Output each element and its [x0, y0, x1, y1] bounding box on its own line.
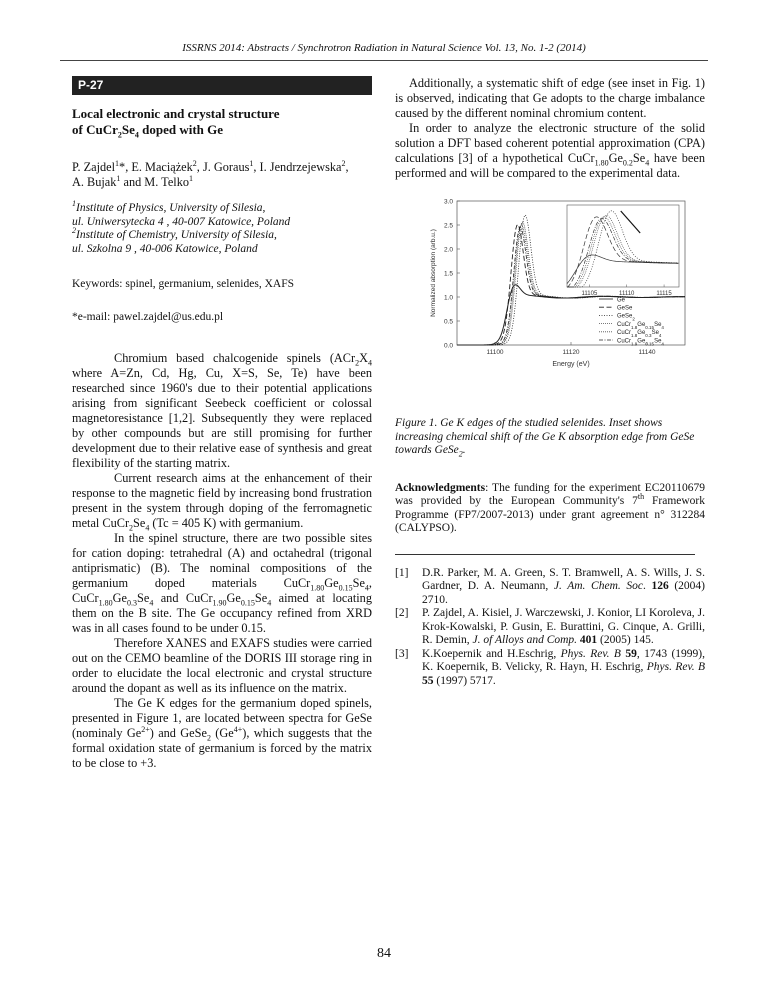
y-tick-label: 1.0: [443, 294, 453, 302]
legend-entry-part: CuCr: [617, 321, 632, 328]
legend-entry-part: Ge: [617, 297, 626, 304]
chart-legend: [599, 297, 664, 346]
inset-x-tick-label: 11105: [581, 291, 598, 297]
chart-inset: [567, 205, 679, 297]
inset-x-tick-label: 11115: [656, 291, 672, 297]
x-tick-label: 11140: [638, 349, 656, 356]
legend-entry: [617, 297, 626, 303]
reference: [2] P. Zajdel, A. Kisiel, J. Warczewski, J. Konior, LI Koroleva, J. Krok-Kowalski, P. Gusin, E. Burattini, G. Cinque, A. Grilli, R. Demin, J. of Alloys and Comp. 401 (2005) 145.: [395, 607, 705, 646]
legend-entry: [617, 306, 633, 312]
legend-entry: [617, 322, 664, 330]
y-tick-label: 2.0: [443, 246, 453, 254]
paragraph: Current research aims at the enhancement of their response to the magnetic field by increasing bond frustration present in the system through doping of the ferromagnetic metal $CuCr_2Se_4$ (Tc = 405 K) with germanium.: [72, 471, 372, 533]
y-tick-label: 0.5: [443, 318, 453, 326]
legend-entry-part: 4: [658, 332, 662, 338]
poster-badge: P-27: [72, 76, 372, 95]
author-list: P. Zajdel$^1$*, E. Maciążek$^2$, J. Goraus$^1$, I. Jendrzejewska$^2$, A. Bujak$^1$ and M. Telko$^1$: [72, 158, 349, 189]
legend-entry-part: Ge: [637, 321, 646, 328]
acknowledgments: Acknowledgments: The funding for the experiment EC20110679 was provided by the European Community's 7th Framework Programme (FP7/2007-2013) under grant agreement n° 312284 (CALYPSO).: [395, 481, 705, 534]
y-tick-label: 0.0: [443, 342, 453, 350]
legend-entry-part: Se: [654, 338, 662, 345]
references-rule: [395, 554, 695, 555]
paragraph: Chromium based chalcogenide spinels ($ACr_2X_4$ where A=Zn, Cd, Hg, Cu, X=S, Se, Te) have been researched since 1960's due to their potential applications arising from significant Seebeck coefficient or colossal magnetoresistance [1,2]. Subsequently they were replaced by other compounds but are still promising for further development due to their relative ease of synthesis and great flexibility of the starting matrix.: [72, 351, 372, 470]
legend-entry-part: GeSe: [617, 313, 633, 320]
paragraph: The Ge K edges for the germanium doped spinels, presented in Figure 1, are located between spectra for GeSe (nominaly $Ge^{2+}$) and GeSe$_2$ $(Ge^{4+})$, which suggests that the formal oxidation state of germanium is forced by the matrix to be close to +3.: [72, 696, 372, 770]
paragraph: In order to analyze the electronic structure of the solid solution a DFT based coherent potential approximation (CPA) calculations [3] of a hypothetical $CuCr_{1.80}Ge_{0.2}Se_4$ have been performed and will be compared to the experimental data.: [395, 121, 705, 180]
legend-entry-part: 1.9: [631, 340, 638, 346]
y-tick-label: 1.5: [443, 270, 453, 278]
affiliations: $^1$Institute of Physics, University of Silesia, ul. Uniwersytecka 4 , 40-007 Katowice, Poland $^2$Institute of Chemistry, University of Silesia, ul. Szkolna 9 , 40-006 Katowice, Poland: [72, 199, 291, 255]
legend-entry-part: 0.15: [645, 340, 655, 346]
reference: [1] D.R. Parker, M. A. Green, S. T. Bramwell, A. S. Wills, J. S. Gardner, D. A. Neumann, J. Am. Chem. Soc. 126 (2004) 2710.: [395, 566, 705, 606]
left-column: [72, 76, 372, 771]
legend-entry-part: GeSe: [617, 305, 633, 312]
x-axis-label: Energy (eV): [552, 361, 590, 368]
paragraph: Therefore XANES and EXAFS studies were carried out on the CEMO beamline of the DORIS III storage ring in order to elucidate the local electronic and crystal structure around the dopant as well as its influence on the matrix.: [72, 636, 372, 695]
legend-entry: [617, 330, 662, 338]
paragraph: In the spinel structure, there are two possible sites for cation doping: tetrahedral (A) and octahedral (trigonal antiprismatic) (B). The nominal compositions of the germanium doped materials $CuCr_{1.80}Ge_{0.15}Se_4$, $CuCr_{1.80}Ge_{0.3}Se_4$ and $CuCr_{1.90}Ge_{0.15}Se_4$ aimed at locating them on the B site. The Ge occupancy refined from XRD was in all cases found to be under 0.15.: [72, 531, 372, 635]
legend-entry-part: 4: [661, 324, 664, 330]
page-number: 84: [377, 946, 391, 961]
inset-x-tick-label: 11110: [619, 291, 635, 297]
reference: [3] K.Koepernik and H.Eschrig, Phys. Rev. B 59, 1743 (1999), K. Koepernik, B. Velicky, R. Hayn, H. Eschrig, Phys. Rev. B 55 (1997) 5717.: [395, 647, 705, 687]
legend-entry-part: 2: [632, 316, 635, 322]
x-tick-label: 11120: [562, 349, 580, 356]
x-tick-label: 11100: [486, 349, 504, 356]
legend-entry-part: Se: [651, 330, 659, 337]
legend-entry-part: Ge: [637, 338, 646, 345]
legend-entry-part: 0.3: [645, 332, 652, 338]
legend-entry-part: CuCr: [617, 338, 632, 345]
legend-entry-part: Se: [654, 321, 662, 328]
figure-caption: Figure 1. Ge K edges of the studied selenides. Inset shows increasing chemical shift of the Ge K absorption edge from GeSe towards GeSe$_2$.: [395, 417, 695, 459]
xanes-chart: [403, 187, 708, 407]
y-tick-label: 3.0: [443, 198, 453, 206]
legend-entry-part: 4: [661, 340, 664, 346]
header-rule: [60, 60, 708, 61]
legend-entry-part: Ge: [637, 330, 646, 337]
keywords: Keywords: spinel, germanium, selenides, XAFS: [72, 278, 294, 290]
legend-entry: [617, 314, 635, 322]
legend-entry-part: CuCr: [617, 330, 632, 337]
paragraph: Additionally, a systematic shift of edge (see inset in Fig. 1) is observed, indicating that Ge adopts to the charge imbalance caused by the different nominal chromium content.: [395, 76, 705, 120]
contact-email: *e-mail: pawel.zajdel@us.edu.pl: [72, 311, 224, 323]
right-column: [395, 76, 705, 688]
reference-list: [395, 567, 705, 689]
y-tick-label: 2.5: [443, 222, 453, 230]
paper-title: Local electronic and crystal structure of $CuCr_2Se_4$ doped with Ge: [72, 106, 280, 140]
legend-entry-part: 1.8: [631, 332, 638, 338]
y-axis-label: Normalized absorption (arb.u.): [430, 229, 437, 317]
legend-entry-part: 1.8: [631, 324, 638, 330]
legend-entry-part: 0.15: [645, 324, 655, 330]
running-header: ISSRNS 2014: Abstracts / Synchrotron Radiation in Natural Science Vol. 13, No. 1-2 (2014): [182, 42, 586, 54]
abstract-body: [72, 351, 372, 771]
